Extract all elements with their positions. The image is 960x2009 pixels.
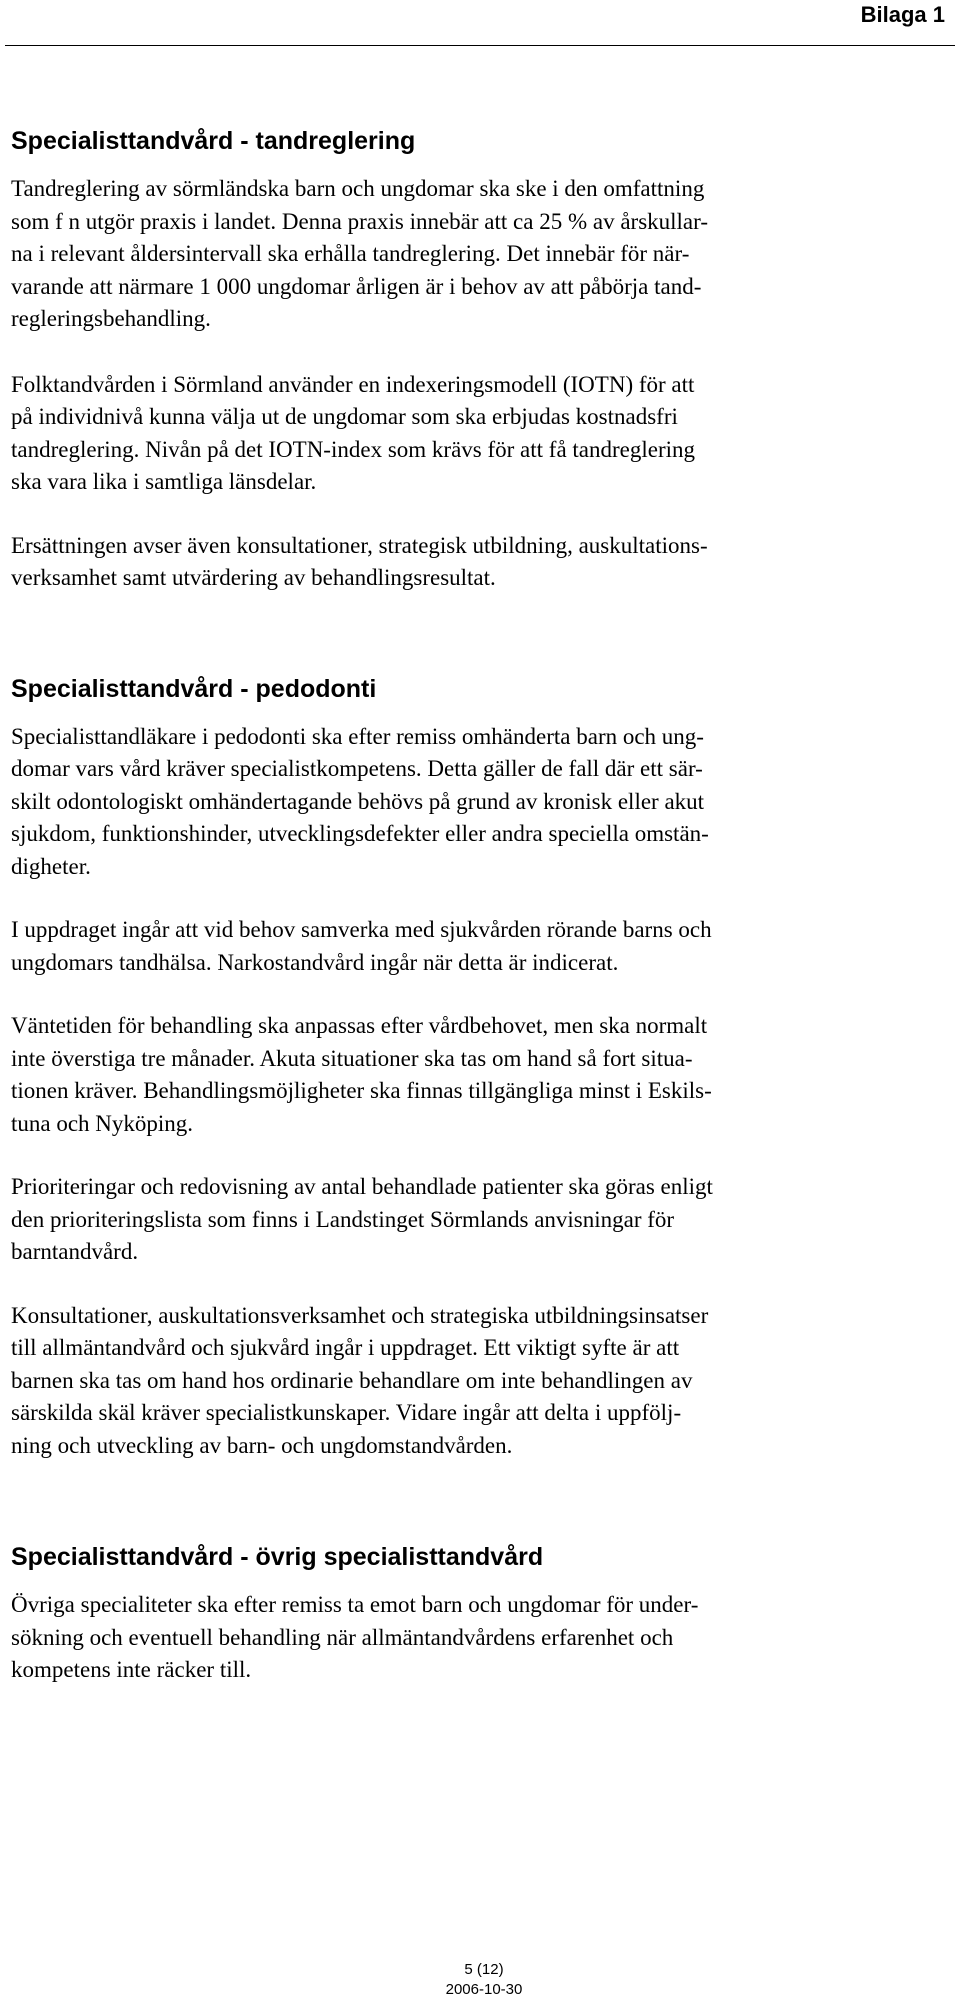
document-body [11, 125, 911, 1718]
appendix-label: Bilaga 1 [860, 2, 945, 27]
paragraph: Folktandvården i Sörmland använder en indexeringsmodell (IOTN) för att på individnivå kunna välja ut de ungdomar som ska erbjudas kostnadsfri tandreglering. Nivån på det IOTN-index som krävs för att få tandreglering ska vara lika i samtliga länsdelar. [11, 371, 696, 494]
paragraph: Tandreglering av sörmländska barn och ungdomar ska ske i den omfattning som f n utgör praxis i landet. Denna praxis innebär att ca 25 % av årskullar- na i relevant åldersintervall ska erhålla tandreglering. Det innebär för när- varande att närmare 1 000 ungdomar årligen är i behov av att påbörja tand- regleringsbehandling. [11, 176, 708, 331]
paragraph: Konsultationer, auskultationsverksamhet och strategiska utbildningsinsatser till allmäntandvård och sjukvård ingår i uppdraget. Ett viktigt syfte är att barnen ska tas om hand hos ordinarie behandlare om inte behandlingen av särskilda skäl kräver specialistkunskaper. Vidare ingår att delta i uppfölj- ning och utveckling av barn- och ungdomstandvården. [11, 1302, 709, 1458]
section-heading: Specialisttandvård - tandreglering [11, 127, 416, 155]
paragraph: I uppdraget ingår att vid behov samverka med sjukvården rörande barns och ungdomars tandhälsa. Narkostandvård ingår när detta är indicerat. [11, 917, 712, 975]
section-heading: Specialisttandvård - pedodonti [11, 674, 377, 703]
header-divider [5, 45, 955, 46]
paragraph: Ersättningen avser även konsultationer, strategisk utbildning, auskultations- verksamhet samt utvärdering av behandlingsresultat. [11, 532, 708, 590]
paragraph: Väntetiden för behandling ska anpassas efter vårdbehovet, men ska normalt inte överstiga tre månader. Akuta situationer ska tas om hand så fort situa- tionen kräver. Behandlingsmöjligheter ska finnas tillgängliga minst i Eskils- tuna och Nyköping. [11, 1013, 712, 1136]
page-footer [0, 1960, 960, 2000]
paragraph: Specialisttandläkare i pedodonti ska efter remiss omhänderta barn och ung- domar vars vård kräver specialistkompetens. Detta gäller de fall där ett sär- skilt odontologiskt omhändertagande behövs på grund av kronisk eller akut sjukdom, funktionshinder, utvecklingsdefekter eller andra speciella omstän- digheter. [11, 723, 709, 879]
document-date: 2006-10-30 [445, 1981, 523, 1998]
page-number: 5 (12) [464, 1961, 504, 1978]
section-ovrig-specialisttandvard [11, 1541, 911, 1687]
section-pedodonti [11, 673, 911, 1463]
section-tandreglering [11, 125, 911, 595]
page-header [0, 0, 960, 48]
section-heading: Specialisttandvård - övrig specialisttandvård [11, 1543, 544, 1571]
paragraph: Övriga specialiteter ska efter remiss ta emot barn och ungdomar för under- sökning och eventuell behandling när allmäntandvårdens erfarenhet och kompetens inte räcker till. [11, 1592, 699, 1682]
paragraph: Prioriteringar och redovisning av antal behandlade patienter ska göras enligt den prioriteringslista som finns i Landstinget Sörmlands anvisningar för barntandvård. [11, 1174, 713, 1264]
